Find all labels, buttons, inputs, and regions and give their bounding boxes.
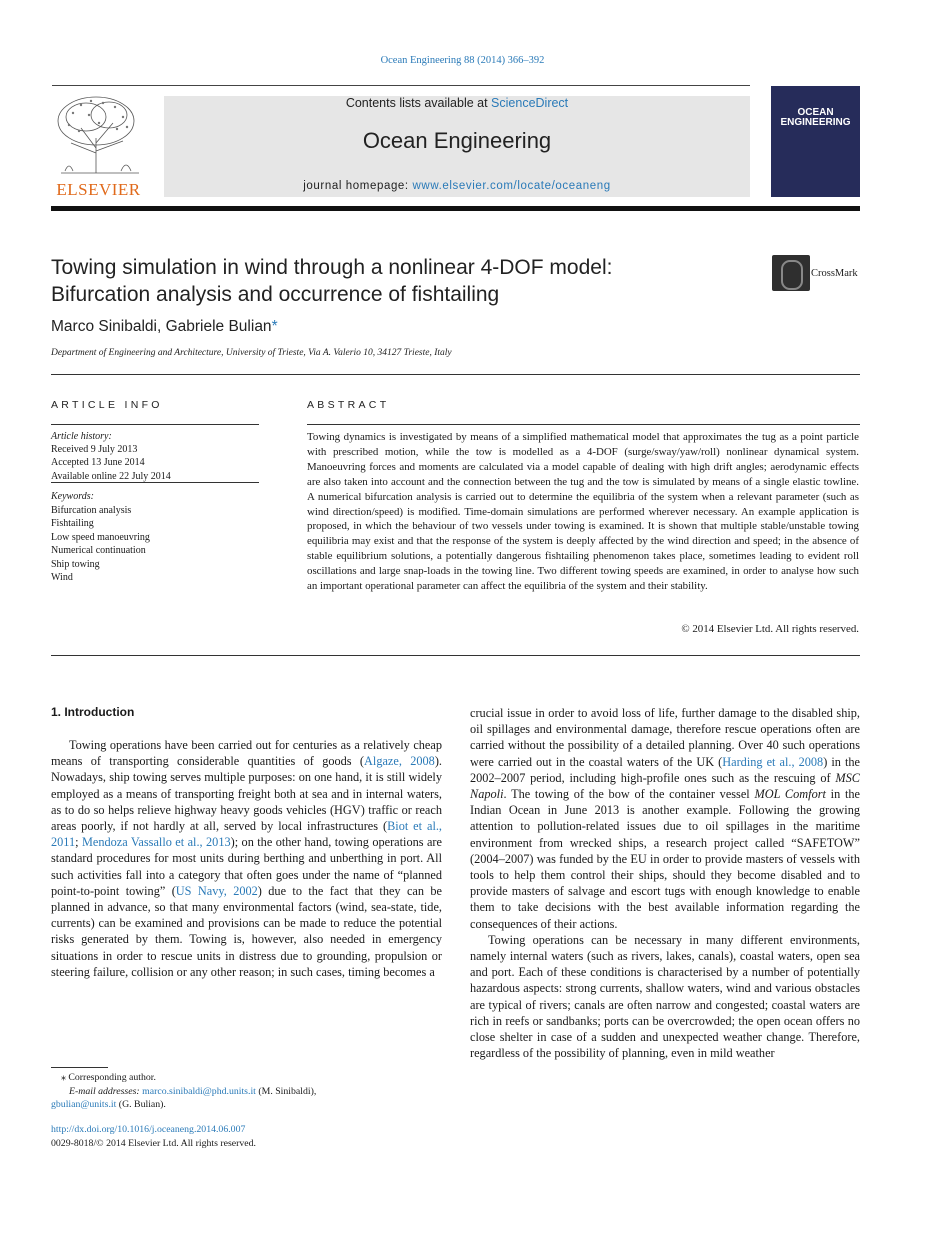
doi-block bbox=[51, 1123, 256, 1150]
homepage-line bbox=[164, 180, 750, 192]
cover-title: OCEAN ENGINEERING bbox=[780, 107, 851, 128]
email-label: E-mail addresses: bbox=[69, 1085, 143, 1097]
reference-link[interactable]: US Navy, 2002 bbox=[175, 883, 258, 898]
keyword: Fishtailing bbox=[51, 518, 94, 529]
text-run: ) in the 2002–2007 period, including high-profile ones such as the rescuing of bbox=[470, 754, 860, 785]
vessel-name: MOL Comfort bbox=[754, 787, 826, 802]
keyword: Low speed manoeuvring bbox=[51, 531, 150, 543]
paragraph: Towing operations can be necessary in many different environments, namely internal waters (such as rivers, lakes, canals), coastal waters, open sea and port. Each of these conditions is characterised by a number of potentially hazardous aspects: strong currents, shallow waters, wind and various obstacles are typical of rivers; canals are often narrow and congested; coastal waters are rich in reefs or sandbanks; ports can be overcrowded; the open ocean offers no close shelter in case of a sudden and unexpected weather change. Therefore, regardless of the possibility of planning, even in mild weather bbox=[470, 932, 860, 1061]
text-run: ) due to the fact that they can be planned in advance, so that many environmental factors (wind, sea-state, tide, currents) can be examined and provisions can be made to reduce the potential risks generated by them. Towing is, however, also needed in emergency situations in order to rescue units in distress due to grounding, propulsion or steering failure, collision or any other reason; in such cases, timing becomes a bbox=[51, 883, 443, 979]
article-info-rule bbox=[51, 424, 259, 425]
received-date: Received 9 July 2013 bbox=[51, 444, 138, 456]
body-column-left bbox=[51, 737, 442, 980]
sciencedirect-link[interactable]: ScienceDirect bbox=[491, 96, 569, 110]
text-run: Towing operations have been carried out for centuries as a relatively cheap means of transporting considerable quantities of goods ( bbox=[51, 738, 442, 769]
accepted-date: Accepted 13 June 2014 bbox=[51, 457, 145, 469]
crossmark-bookmark-icon bbox=[781, 260, 803, 290]
email-link-sinibaldi[interactable]: marco.sinibaldi@phd.units.it bbox=[142, 1085, 256, 1097]
contents-prefix: Contents lists available at bbox=[345, 96, 492, 110]
header-thick-rule bbox=[51, 206, 860, 211]
journal-citation-link[interactable]: Ocean Engineering 88 (2014) 366–392 bbox=[380, 55, 545, 66]
article-title bbox=[51, 254, 751, 308]
title-line-2: Bifurcation analysis and occurrence of fishtailing bbox=[51, 283, 500, 306]
vessel-name: MSC Napoli bbox=[470, 770, 860, 802]
text-run: in the Indian Ocean in June 2013 is another example. Following the growing attention to pollution-related issues due to oil spillages in the maritime environment from wrecked ships, a research project called “SAFETOW” (2004–2007) was funded by the EU in order to provide masters of vessels with tools to help them control their ships, should they become disabled and to provide masters of salvage and escort tugs with enough knowledge to enable them to take decisions with the best available information regarding the consequences of their actions. bbox=[470, 787, 860, 931]
keyword: Bifurcation analysis bbox=[51, 504, 132, 516]
corresponding-author-mark[interactable]: * bbox=[271, 318, 278, 335]
title-rule bbox=[51, 374, 860, 375]
paragraph bbox=[470, 705, 860, 932]
keywords-label: Keywords: bbox=[51, 491, 94, 502]
footnote-rule bbox=[51, 1067, 108, 1068]
crossmark-label[interactable]: CrossMark bbox=[811, 268, 858, 279]
footnote-text: Corresponding author. bbox=[68, 1072, 156, 1083]
journal-name: Ocean Engineering bbox=[362, 128, 552, 153]
abstract-text: Towing dynamics is investigated by means of a simplified mathematical model that approximates the tug as a point particle with prescribed motion, while the tow is modelled as a 4-DOF (surge/sway/yaw/roll) nonlinear dynamical system. Manoeuvring forces and moments are calculated via a model capable of dealing with high drift angles; aerodynamic effects are also taken into account and the connection between the tug and the tow is simulated by means of a single elastic towline. A numerical bifurcation analysis is carried out to determine the equilibria of the system when a relevant parameter (such as wind direction/speed) is modified. Time-domain simulations are performed wherever necessary. An example application is proposed, in which the behaviour of two vessels under towing is examined. It is shown that multiple stable/unstable towing equilibria may exist and that the response of the system is deeply affected by the wind direction and speed; in the absence of stable equilibrium solutions, a potentially dangerous fishtailing phenomenon takes place, sometimes leading to evident roll oscillations and large snap-loads in the towing line. Two different towing speeds are examined, in order to analyse how such an important operational parameter can affect the equilibria of the system and their stability. bbox=[307, 431, 859, 593]
elsevier-wordmark: ELSEVIER bbox=[56, 180, 141, 199]
keyword: Ship towing bbox=[51, 558, 100, 570]
homepage-prefix: journal homepage: bbox=[303, 180, 413, 192]
email-line-2 bbox=[51, 1098, 451, 1112]
affiliation: Department of Engineering and Architecture, University of Trieste, Via A. Valerio 10, 34127 Trieste, Italy bbox=[51, 348, 452, 358]
article-history bbox=[51, 430, 171, 483]
header-rule bbox=[52, 85, 750, 86]
corresponding-author-note: ⁎ Corresponding author. bbox=[61, 1072, 156, 1083]
reference-link[interactable]: Algaze, 2008 bbox=[364, 754, 435, 769]
abstract-copyright: © 2014 Elsevier Ltd. All rights reserved. bbox=[681, 623, 859, 635]
keywords-block bbox=[51, 490, 150, 585]
online-date: Available online 22 July 2014 bbox=[51, 470, 171, 482]
abstract-rule bbox=[307, 424, 860, 425]
abstract-bottom-rule bbox=[51, 655, 860, 656]
author-list bbox=[51, 318, 278, 336]
text-run: crucial issue in order to avoid loss of life, further damage to the disabled ship, oil spillages and environmental damage, therefore rescue operations often are carried without the possibility of a detailed planning. Over 40 such operations were carried out in the coastal waters of the UK ( bbox=[470, 706, 860, 769]
email-owner: (G. Bulian). bbox=[116, 1099, 166, 1110]
contents-line bbox=[164, 96, 750, 110]
footnotes bbox=[51, 1071, 451, 1112]
text-run: ); on the other hand, towing operations are standard procedures for most units during berthing and unberthing in port. All such activities fall into a category that often goes under the name of “planned point-to-point towing” ( bbox=[51, 835, 442, 898]
reference-link[interactable]: Biot et al., 2011 bbox=[51, 819, 443, 850]
section-heading-introduction: 1. Introduction bbox=[51, 705, 135, 719]
email-line bbox=[51, 1085, 451, 1099]
reference-link[interactable]: Mendoza Vassallo et al., 2013 bbox=[81, 835, 231, 850]
crossmark-icon[interactable] bbox=[772, 255, 810, 291]
history-rule bbox=[51, 482, 259, 483]
history-label: Article history: bbox=[51, 431, 112, 442]
title-line-1: Towing simulation in wind through a nonlinear 4-DOF model: bbox=[51, 256, 613, 279]
issn-copyright: 0029-8018/© 2014 Elsevier Ltd. All rights reserved. bbox=[51, 1137, 256, 1149]
text-run: ; bbox=[75, 835, 82, 850]
journal-homepage-link[interactable]: www.elsevier.com/locate/oceaneng bbox=[412, 180, 611, 192]
keyword: Wind bbox=[51, 572, 73, 583]
text-run: ). Nowadays, ship towing serves multiple purposes: on one hand, it is still widely employed as a means of transporting freight both at sea and in internal waters, as to do so helps relieve highway heavy goods vehicles (HGV) traffic or reach areas poorly, if not hardly at all, served by local infrastructures ( bbox=[51, 754, 442, 834]
keyword: Numerical continuation bbox=[51, 545, 146, 556]
journal-cover-thumbnail[interactable] bbox=[771, 86, 860, 197]
email-owner: (M. Sinibaldi), bbox=[255, 1085, 317, 1097]
journal-banner bbox=[164, 96, 750, 197]
body-column-right bbox=[470, 705, 860, 1061]
article-info-heading: ARTICLE INFO bbox=[51, 399, 163, 411]
reference-link[interactable]: Harding et al., 2008 bbox=[722, 754, 824, 769]
text-run: . The towing of the bow of the container vessel bbox=[503, 787, 755, 802]
email-link-bulian[interactable]: gbulian@units.it bbox=[51, 1099, 117, 1110]
abstract-heading: ABSTRACT bbox=[307, 399, 390, 411]
paragraph bbox=[51, 737, 442, 980]
author-names: Marco Sinibaldi, Gabriele Bulian bbox=[51, 318, 272, 335]
doi-link[interactable]: http://dx.doi.org/10.1016/j.oceaneng.2014.06.007 bbox=[51, 1124, 246, 1135]
